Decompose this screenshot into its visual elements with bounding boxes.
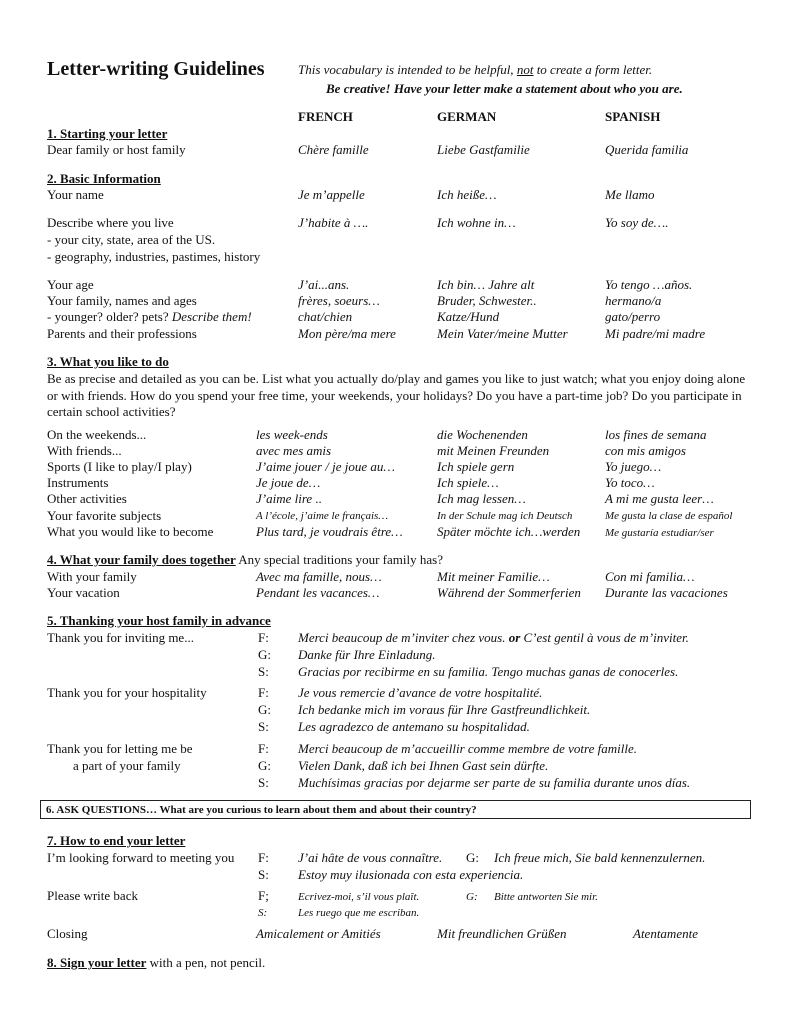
s2-parents-de: Mein Vater/meine Mutter (437, 326, 568, 341)
s5-g3-g-label: G: (258, 758, 271, 773)
col-spanish: SPANISH (605, 109, 661, 124)
s7-write-es: Les ruego que me escriban. (298, 907, 420, 919)
col-german: GERMAN (437, 109, 497, 124)
s7-closing-de: Mit freundlichen Grüßen (437, 926, 567, 941)
s7-meet-fr: J’ai hâte de vous connaître. (298, 850, 443, 865)
s5-g2-f-label: F: (258, 685, 269, 700)
s7-closing-en: Closing (47, 926, 88, 941)
s1-fr: Chère famille (298, 142, 369, 157)
s5-g1-f-label: F: (258, 630, 269, 645)
s7-write-f-label: F; (258, 888, 269, 903)
s2-name-es: Me llamo (605, 187, 655, 202)
s7-meet-de: Ich freue mich, Sie bald kennenzulernen. (494, 850, 706, 865)
s2-live-en: Describe where you live (47, 215, 174, 230)
s7-meet-es: Estoy muy ilusionada con esta experiencia. (298, 867, 524, 882)
s5-g2-fr: Je vous remercie d’avance de votre hospitalité. (298, 685, 543, 700)
s7-write-en: Please write back (47, 888, 138, 903)
s3-r6-de: In der Schule mag ich Deutsch (437, 510, 573, 522)
s3-r2-fr: avec mes amis (256, 443, 332, 458)
s3-r3-de: Ich spiele gern (437, 459, 515, 474)
s5-g3-fr: Merci beaucoup de m’accueillir comme membre de votre famille. (298, 741, 637, 756)
s4-r2-de: Während der Sommerferien (437, 585, 581, 600)
s3-r5-es: A mi me gusta leer… (605, 491, 714, 506)
s5-g3-en-1: Thank you for letting me be (47, 741, 193, 756)
s2-family-fr: frères, soeurs… (298, 293, 380, 308)
section-5-heading: 5. Thanking your host family in advance (47, 613, 271, 628)
s2-pets-fr: chat/chien (298, 309, 353, 324)
s2-name-de: Ich heiße… (437, 187, 497, 202)
s5-g2-en: Thank you for your hospitality (47, 685, 207, 700)
page-title: Letter-writing Guidelines (47, 58, 265, 80)
s5-g3-s-label: S: (258, 775, 269, 790)
intro-line-2: Be creative! Have your letter make a statement about who you are. (326, 81, 683, 96)
intro-line-1: This vocabulary is intended to be helpful, not to create a form letter. (298, 62, 653, 77)
s2-bullet-1: - your city, state, area of the US. (47, 232, 216, 247)
s2-age-de: Ich bin… Jahre alt (437, 277, 535, 292)
s5-g3-es: Muchísimas gracias por dejarme ser parte de su familia durante unos días. (298, 775, 691, 790)
s2-parents-en: Parents and their professions (47, 326, 197, 341)
s7-write-s-label: S: (258, 907, 268, 919)
s2-name-en: Your name (47, 187, 104, 202)
s2-live-fr: J’habite à …. (298, 215, 369, 230)
s5-g1-fr: Merci beaucoup de m’inviter chez vous. or C’est gentil à vous de m’inviter. (298, 630, 689, 645)
s7-write-de: Bitte antworten Sie mir. (494, 891, 598, 903)
s3-r6-fr: A l’école, j’aime le français… (256, 510, 389, 522)
s2-parents-es: Mi padre/mi madre (605, 326, 706, 341)
s2-age-en: Your age (47, 277, 94, 292)
s3-r4-de: Ich spiele… (437, 475, 499, 490)
s3-r7-fr: Plus tard, je voudrais être… (256, 524, 403, 539)
s3-r5-en: Other activities (47, 491, 127, 506)
s2-family-en: Your family, names and ages (47, 293, 197, 308)
section-8-heading: 8. Sign your letter with a pen, not pencil. (47, 955, 266, 970)
s3-r2-de: mit Meinen Freunden (437, 443, 550, 458)
s3-r1-fr: les week-ends (256, 427, 328, 442)
s7-closing-fr: Amicalement or Amitiés (256, 926, 381, 941)
s5-g2-de: Ich bedanke mich im voraus für Ihre Gastfreundlichkeit. (298, 702, 591, 717)
s2-age-es: Yo tengo …años. (605, 277, 693, 292)
s7-meet-f-label: F: (258, 850, 269, 865)
s4-r2-es: Durante las vacaciones (605, 585, 728, 600)
s3-r2-en: With friends... (47, 443, 122, 458)
s5-g3-de: Vielen Dank, daß ich bei Ihnen Gast sein dürfte. (298, 758, 549, 773)
section-4-heading: 4. What your family does together Any special traditions your family has? (47, 552, 443, 567)
s3-r7-en: What you would like to become (47, 524, 214, 539)
s2-family-es: hermano/a (605, 293, 662, 308)
s5-g1-es: Gracias por recibirme en su familia. Tengo muchas ganas de conocerles. (298, 664, 679, 679)
s2-pets-en: - younger? older? pets? Describe them! (47, 309, 252, 324)
s4-r1-de: Mit meiner Familie… (437, 569, 550, 584)
s2-bullet-2: - geography, industries, pastimes, history (47, 249, 261, 264)
s5-g2-es: Les agradezco de antemano su hospitalidad. (298, 719, 530, 734)
s5-g3-en-2: a part of your family (73, 758, 181, 773)
s3-r7-de: Später möchte ich…werden (437, 524, 581, 539)
s4-r1-fr: Avec ma famille, nous… (256, 569, 382, 584)
s5-g2-g-label: G: (258, 702, 271, 717)
s2-family-de: Bruder, Schwester.. (437, 293, 537, 308)
s2-name-fr: Je m’appelle (298, 187, 365, 202)
s5-g2-s-label: S: (258, 719, 269, 734)
s3-r3-en: Sports (I like to play/I play) (47, 459, 192, 474)
section-2-heading: 2. Basic Information (47, 171, 161, 186)
s3-r1-de: die Wochenenden (437, 427, 528, 442)
s3-r4-fr: Je joue de… (256, 475, 321, 490)
s5-g1-g-label: G: (258, 647, 271, 662)
s7-meet-s-label: S: (258, 867, 269, 882)
s2-live-de: Ich wohne in… (437, 215, 516, 230)
col-french: FRENCH (298, 109, 353, 124)
section-7-heading: 7. How to end your letter (47, 833, 186, 848)
s5-g1-en: Thank you for inviting me... (47, 630, 194, 645)
section-3-heading: 3. What you like to do (47, 354, 169, 369)
s2-parents-fr: Mon père/ma mere (298, 326, 396, 341)
s3-r6-es: Me gusta la clase de español (605, 510, 733, 522)
s4-r1-en: With your family (47, 569, 137, 584)
s5-g1-de: Danke für Ihre Einladung. (298, 647, 436, 662)
s3-r6-en: Your favorite subjects (47, 508, 162, 523)
s3-r5-fr: J’aime lire .. (256, 491, 322, 506)
s4-r1-es: Con mi familia… (605, 569, 695, 584)
s2-pets-de: Katze/Hund (437, 309, 500, 324)
s7-meet-g-label: G: (466, 850, 479, 865)
s2-live-es: Yo soy de…. (605, 215, 669, 230)
s7-write-g-label: G: (466, 891, 478, 903)
s4-r2-fr: Pendant les vacances… (256, 585, 380, 600)
s3-r4-en: Instruments (47, 475, 109, 490)
s1-de: Liebe Gastfamilie (437, 142, 530, 157)
s1-en: Dear family or host family (47, 142, 186, 157)
section-6-text: 6. ASK QUESTIONS… What are you curious to learn about them and about their country? (46, 804, 477, 816)
s4-r2-en: Your vacation (47, 585, 120, 600)
s3-r2-es: con mis amigos (605, 443, 686, 458)
s1-es: Querida familia (605, 142, 689, 157)
s3-r1-en: On the weekends... (47, 427, 147, 442)
s2-pets-es: gato/perro (605, 309, 661, 324)
section-6-box (40, 800, 751, 819)
s3-r1-es: los fines de semana (605, 427, 707, 442)
s3-r5-de: Ich mag lessen… (437, 491, 526, 506)
s7-closing-es: Atentamente (633, 926, 698, 941)
s7-write-fr: Ecrivez-moi, s’il vous plaît. (298, 891, 420, 903)
s3-r7-es: Me gustaría estudiar/ser (605, 527, 714, 539)
s3-paragraph: Be as precise and detailed as you can be. List what you actually do/play and games you like to just watch; what you enjoy doing alone or with friends. How do you spend your free time, your weekends, your holidays? Do you have a part-time job? Do you participate in certain school activities? (47, 371, 746, 419)
s7-meet-en: I’m looking forward to meeting you (47, 850, 235, 865)
s3-r3-es: Yo juego… (605, 459, 662, 474)
s5-g1-s-label: S: (258, 664, 269, 679)
s3-r4-es: Yo toco… (605, 475, 655, 490)
s5-g3-f-label: F: (258, 741, 269, 756)
s3-r3-fr: J’aime jouer / je joue au… (256, 459, 395, 474)
section-1-heading: 1. Starting your letter (47, 126, 168, 141)
s2-age-fr: J’ai...ans. (298, 277, 350, 292)
